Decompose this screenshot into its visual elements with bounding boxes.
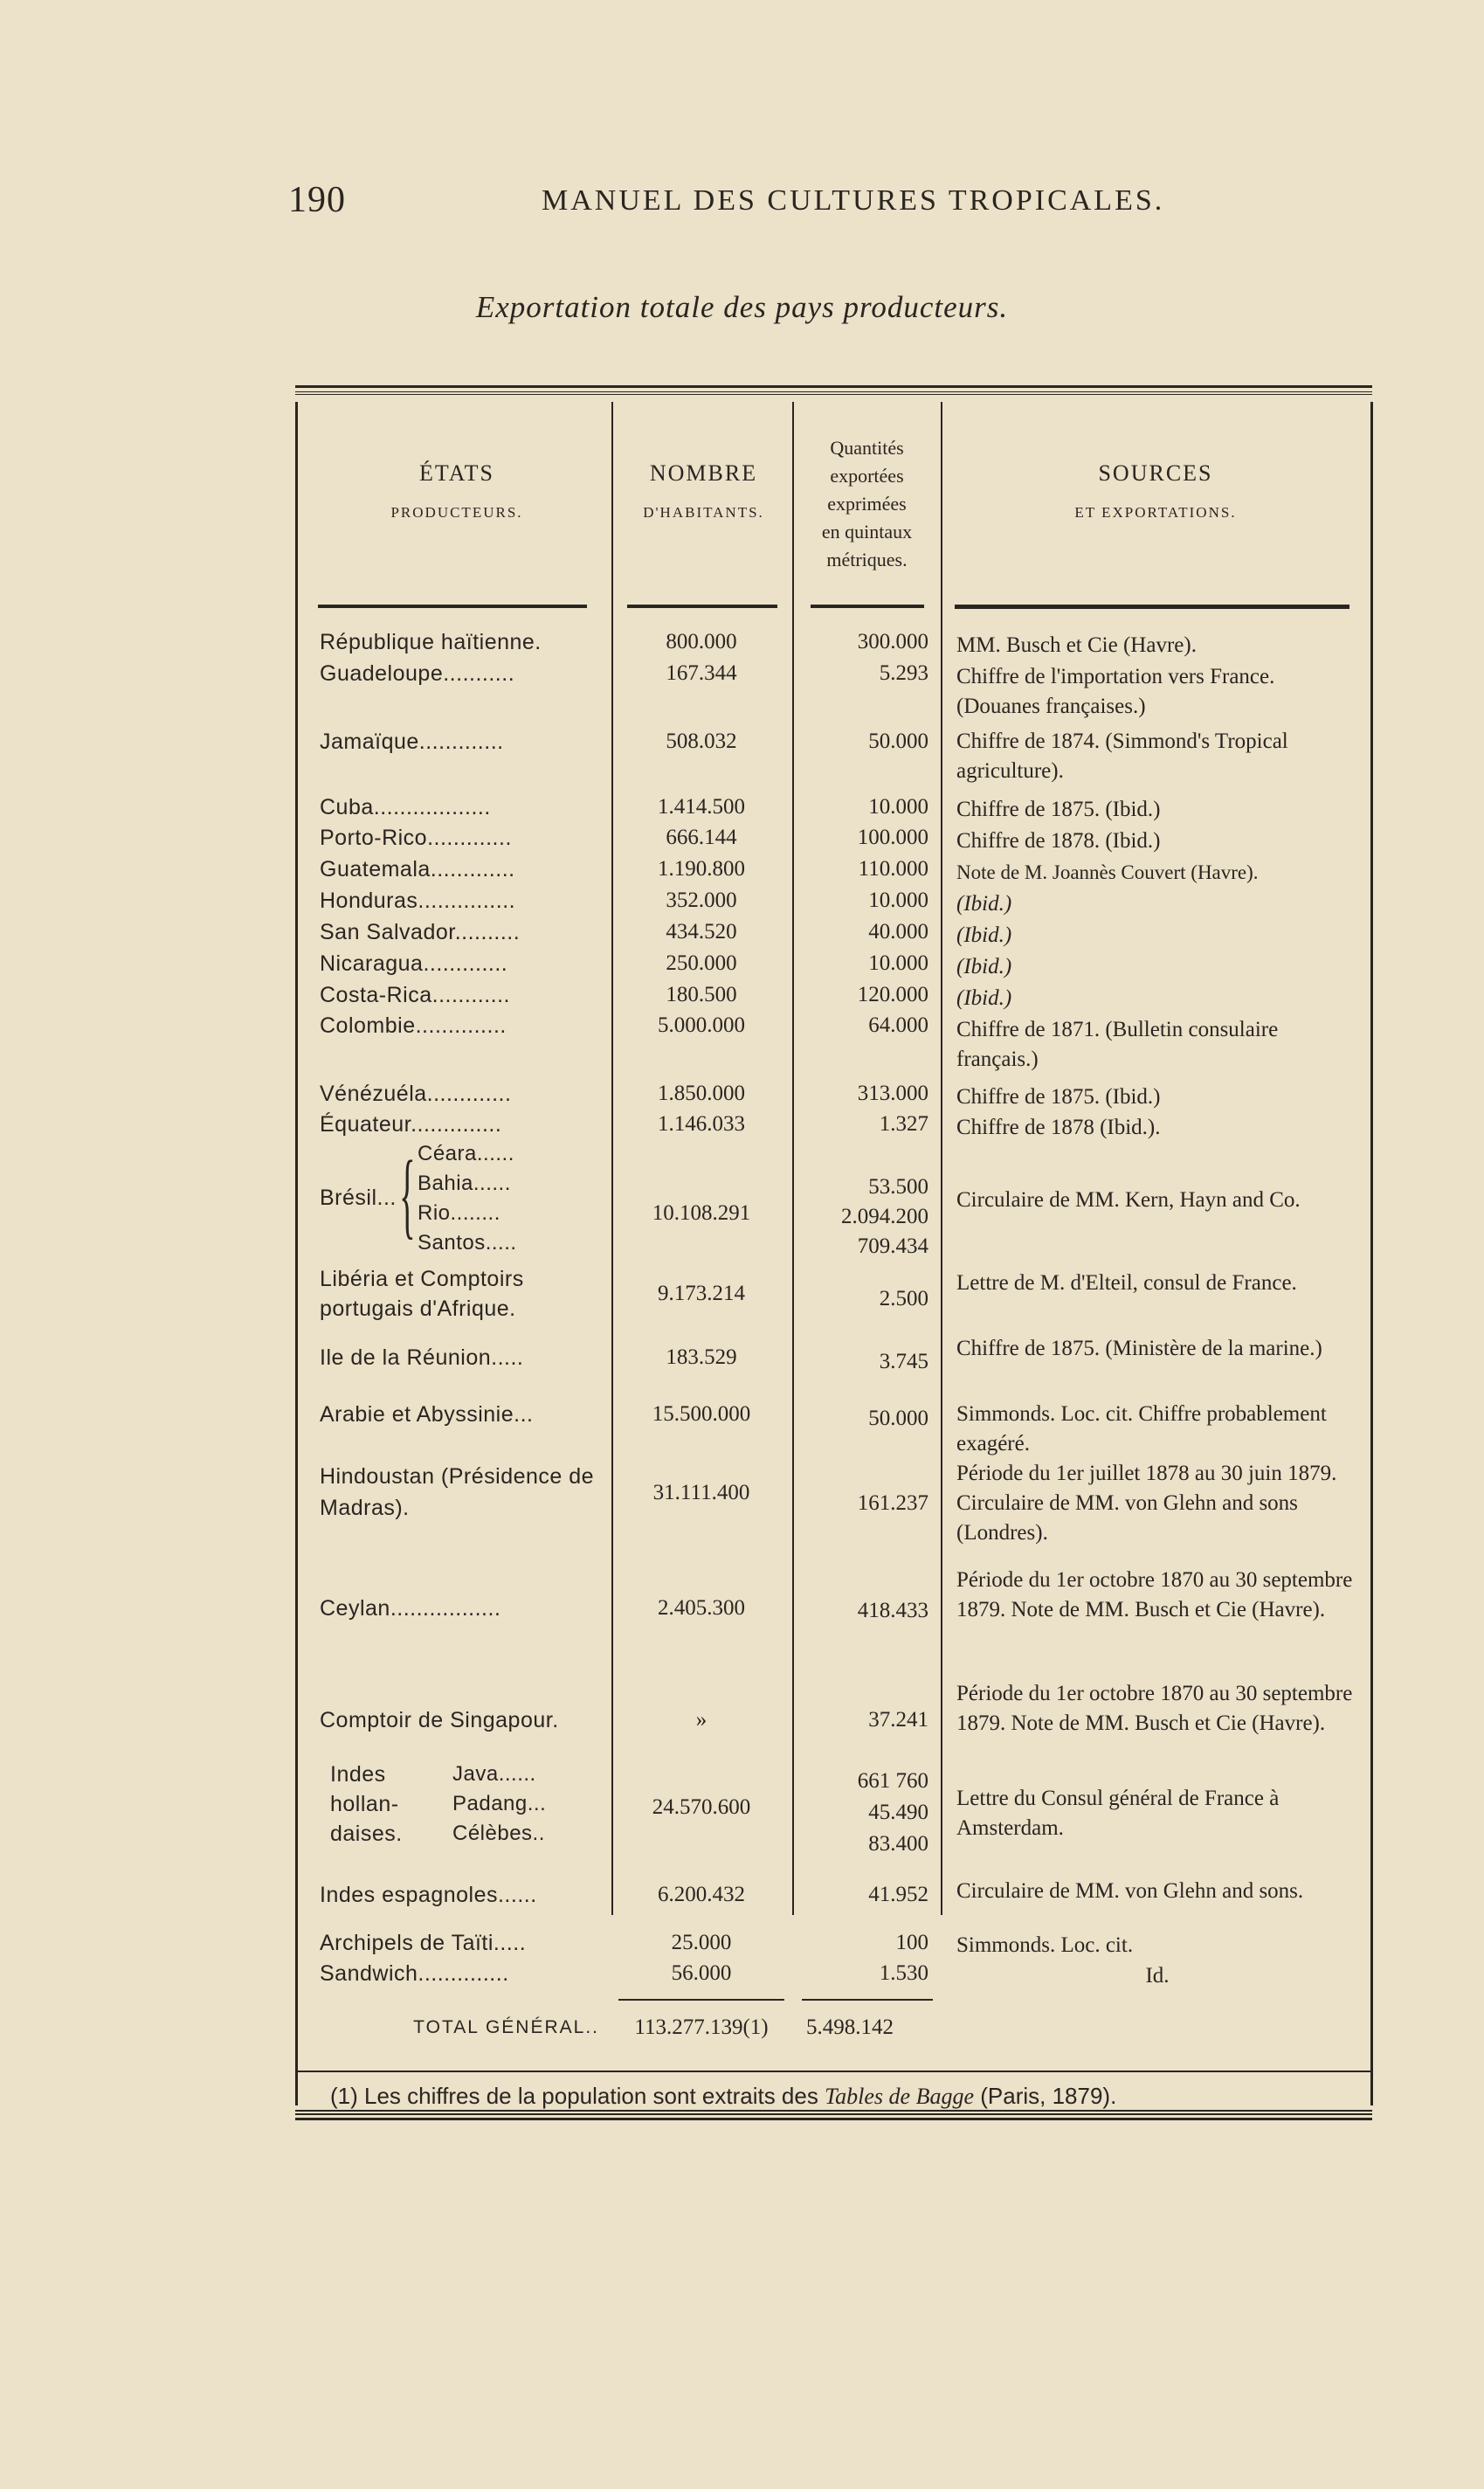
- cell-state: Porto-Rico.............: [320, 826, 512, 850]
- cell-source: Lettre du Consul général de France à Amsterdam.: [956, 1787, 1280, 1840]
- cell-population: 508.032: [666, 729, 737, 753]
- cell-population: 24.570.600: [652, 1795, 751, 1819]
- header-qty-line: Quantités: [830, 437, 904, 459]
- header-qty-line: métriques.: [826, 549, 908, 570]
- cell-state: Costa-Rica............: [320, 983, 510, 1007]
- cell-state: Équateur..............: [320, 1112, 502, 1137]
- footnote-italic: Tables de Bagge: [825, 2084, 974, 2109]
- cell-state: Honduras...............: [320, 888, 516, 913]
- table-title: Exportation totale des pays producteurs.: [475, 290, 1009, 324]
- header-rule: [627, 605, 777, 608]
- cell-population: 1.190.800: [658, 857, 745, 881]
- export-table: [295, 391, 1372, 2115]
- brace-left: {: [399, 1141, 416, 1248]
- total-rule: [802, 1999, 933, 2001]
- cell-quantity: 41.952: [868, 1883, 928, 1906]
- footnote-rule: [295, 2071, 1372, 2072]
- footnote-text: (1) Les chiffres de la population sont extraits des: [330, 2083, 818, 2109]
- cell-source: Circulaire de MM. Kern, Hayn and Co.: [956, 1188, 1301, 1212]
- cell-quantity: 418.433: [857, 1599, 928, 1622]
- cell-quantity: 10.000: [868, 795, 928, 819]
- cell-quantity: 45.490: [868, 1801, 928, 1824]
- cell-quantity: 37.241: [868, 1708, 928, 1732]
- header-pop-line1: NOMBRE: [649, 460, 758, 486]
- cell-population: 10.108.291: [652, 1201, 751, 1225]
- cell-quantity: 50.000: [868, 1407, 928, 1430]
- header-rule: [318, 605, 587, 608]
- cell-state: San Salvador..........: [320, 920, 521, 944]
- cell-population: 15.500.000: [652, 1402, 751, 1426]
- cell-population: 1.850.000: [658, 1082, 745, 1105]
- cell-state: Guadeloupe...........: [320, 661, 515, 686]
- page-number: 190: [288, 180, 346, 220]
- column-header-states: [313, 460, 601, 521]
- total-quantity: 5.498.142: [806, 2015, 894, 2039]
- cell-quantity: 1.530: [879, 1961, 928, 1985]
- cell-source: (Ibid.): [956, 986, 1012, 1010]
- cell-population: 1.414.500: [658, 795, 745, 819]
- cell-source: Chiffre de 1874. (Simmond's Tropical agriculture).: [956, 729, 1288, 783]
- cell-source: Période du 1er octobre 1870 au 30 septembre 1879. Note de MM. Busch et Cie (Havre).: [956, 1568, 1353, 1621]
- header-src-line2: ET EXPORTATIONS.: [1074, 503, 1237, 521]
- cell-source: Chiffre de 1878. (Ibid.): [956, 829, 1161, 853]
- cell-quantity: 3.745: [879, 1350, 928, 1373]
- column-divider: [941, 402, 942, 1915]
- cell-state: Comptoir de Singapour.: [320, 1708, 559, 1732]
- cell-population: »: [695, 1708, 707, 1732]
- header-qty-line: en quintaux: [821, 521, 913, 543]
- cell-quantity: 313.000: [857, 1082, 928, 1105]
- cell-population: 434.520: [666, 920, 737, 944]
- cell-quantity: 100.000: [857, 826, 928, 849]
- cell-state: Ile de la Réunion.....: [320, 1345, 524, 1370]
- cell-quantity: 300.000: [857, 630, 928, 653]
- header-states-line1: ÉTATS: [419, 460, 494, 486]
- cell-population: 2.405.300: [658, 1596, 745, 1620]
- cell-population: 25.000: [671, 1931, 732, 1954]
- column-header-population: [618, 460, 789, 521]
- cell-quantity: 120.000: [857, 983, 928, 1006]
- cell-state: Hindoustan (Présidence de Madras).: [320, 1464, 595, 1520]
- cell-state: Guatemala.............: [320, 857, 515, 882]
- total-population: 113.277.139(1): [634, 2015, 769, 2039]
- cell-quantity: 64.000: [868, 1013, 928, 1037]
- cell-population: 1.146.033: [658, 1112, 745, 1136]
- cell-source: Période du 1er juillet 1878 au 30 juin 1879. Circulaire de MM. von Glehn and sons (Londres).: [956, 1462, 1337, 1545]
- cell-source: Chiffre de 1875. (Ibid.): [956, 1085, 1161, 1109]
- cell-source: Chiffre de 1875. (Ibid.): [956, 798, 1161, 821]
- column-divider: [792, 402, 794, 1915]
- cell-substate: Padang...: [452, 1792, 547, 1815]
- cell-population: 352.000: [666, 888, 737, 912]
- column-header-sources: [946, 460, 1365, 521]
- cell-quantity: 1.327: [879, 1112, 928, 1136]
- cell-population: 167.344: [666, 661, 737, 685]
- cell-source: Circulaire de MM. von Glehn and sons.: [956, 1879, 1304, 1903]
- cell-state: Sandwich..............: [320, 1961, 509, 1986]
- cell-quantity: 10.000: [868, 888, 928, 912]
- header-rule: [811, 605, 924, 608]
- cell-state: Jamaïque.............: [320, 729, 504, 754]
- cell-source: Note de M. Joannès Couvert (Havre).: [956, 861, 1259, 883]
- cell-source: (Ibid.): [956, 923, 1012, 947]
- header-pop-line2: D'HABITANTS.: [643, 503, 764, 521]
- column-divider: [611, 402, 613, 1915]
- cell-source: Chiffre de 1878 (Ibid.).: [956, 1116, 1161, 1139]
- cell-source: Simmonds. Loc. cit. Chiffre probablement exagéré.: [956, 1402, 1327, 1455]
- cell-population: 183.529: [666, 1345, 737, 1369]
- cell-quantity: 53.500: [868, 1175, 928, 1199]
- cell-substate: Céara......: [418, 1142, 514, 1165]
- footnote-end: (Paris, 1879).: [980, 2083, 1117, 2109]
- cell-substate: Santos.....: [418, 1231, 517, 1255]
- cell-source: Id.: [1145, 1964, 1170, 1988]
- cell-substate: Java......: [452, 1762, 536, 1786]
- cell-state: Libéria et Comptoirs portugais d'Afrique.: [320, 1267, 524, 1321]
- cell-population: 250.000: [666, 951, 737, 975]
- cell-source: (Ibid.): [956, 892, 1012, 916]
- header-states-line2: PRODUCTEURS.: [390, 503, 523, 521]
- cell-source: Chiffre de 1875. (Ministère de la marine.): [956, 1337, 1322, 1360]
- total-rule: [618, 1999, 784, 2001]
- cell-state-bresil: Brésil...: [320, 1186, 397, 1210]
- footnote: [330, 2083, 1116, 2110]
- cell-source: Période du 1er octobre 1870 au 30 septembre 1879. Note de MM. Busch et Cie (Havre).: [956, 1682, 1353, 1735]
- cell-state: Indes espagnoles......: [320, 1883, 537, 1907]
- cell-source: MM. Busch et Cie (Havre).: [956, 633, 1197, 657]
- cell-state: Archipels de Taïti.....: [320, 1931, 527, 1955]
- cell-population: 56.000: [671, 1961, 732, 1985]
- cell-population: 180.500: [666, 983, 737, 1006]
- cell-quantity: 83.400: [868, 1832, 928, 1856]
- cell-state: Cuba..................: [320, 795, 491, 819]
- cell-source: Chiffre de l'importation vers France. (Douanes françaises.): [956, 665, 1275, 718]
- cell-state: Ceylan.................: [320, 1596, 501, 1621]
- cell-population: 6.200.432: [658, 1883, 745, 1906]
- cell-state-indes: Indes: [330, 1762, 386, 1787]
- cell-quantity: 709.434: [857, 1234, 928, 1258]
- total-label: TOTAL GÉNÉRAL..: [413, 2017, 599, 2037]
- cell-quantity: 110.000: [858, 857, 928, 881]
- cell-quantity: 2.500: [879, 1287, 928, 1310]
- cell-state: Nicaragua.............: [320, 951, 508, 976]
- page-header: [288, 179, 1249, 232]
- header-qty-line: exprimées: [827, 493, 907, 515]
- cell-population: 31.111.400: [652, 1481, 750, 1504]
- cell-state: République haïtienne.: [320, 630, 542, 654]
- cell-source: Lettre de M. d'Elteil, consul de France.: [956, 1271, 1297, 1295]
- cell-quantity: 2.094.200: [841, 1205, 928, 1228]
- cell-state: Vénézuéla.............: [320, 1082, 512, 1106]
- running-title: MANUEL DES CULTURES TROPICALES.: [542, 184, 1165, 217]
- cell-population: 800.000: [666, 630, 737, 653]
- cell-quantity: 5.293: [879, 661, 928, 685]
- cell-state-indes: hollan-: [330, 1792, 399, 1816]
- table-border-right: [1370, 402, 1373, 2105]
- cell-source: Chiffre de 1871. (Bulletin consulaire français.): [956, 1018, 1279, 1071]
- cell-substate: Rio........: [418, 1201, 500, 1225]
- cell-source: Simmonds. Loc. cit.: [956, 1933, 1134, 1957]
- cell-substate: Bahia......: [418, 1172, 511, 1195]
- cell-population: 9.173.214: [658, 1282, 745, 1305]
- column-header-quantity: [795, 434, 939, 574]
- cell-state: Colombie..............: [320, 1013, 507, 1038]
- header-src-line1: SOURCES: [1098, 460, 1213, 486]
- table-border-left: [295, 402, 298, 2105]
- header-rule: [955, 605, 1349, 609]
- cell-substate: Célèbes..: [452, 1822, 545, 1845]
- cell-quantity: 100: [895, 1931, 928, 1954]
- cell-population: 5.000.000: [658, 1013, 745, 1037]
- cell-state-indes: daises.: [330, 1822, 403, 1846]
- cell-state: Arabie et Abyssinie...: [320, 1402, 534, 1427]
- cell-quantity: 161.237: [857, 1491, 928, 1515]
- cell-quantity: 50.000: [868, 729, 928, 753]
- cell-source: (Ibid.): [956, 955, 1012, 978]
- cell-quantity: 661 760: [857, 1769, 928, 1793]
- cell-quantity: 10.000: [868, 951, 928, 975]
- cell-population: 666.144: [666, 826, 737, 849]
- cell-quantity: 40.000: [868, 920, 928, 944]
- header-qty-line: exportées: [830, 465, 904, 487]
